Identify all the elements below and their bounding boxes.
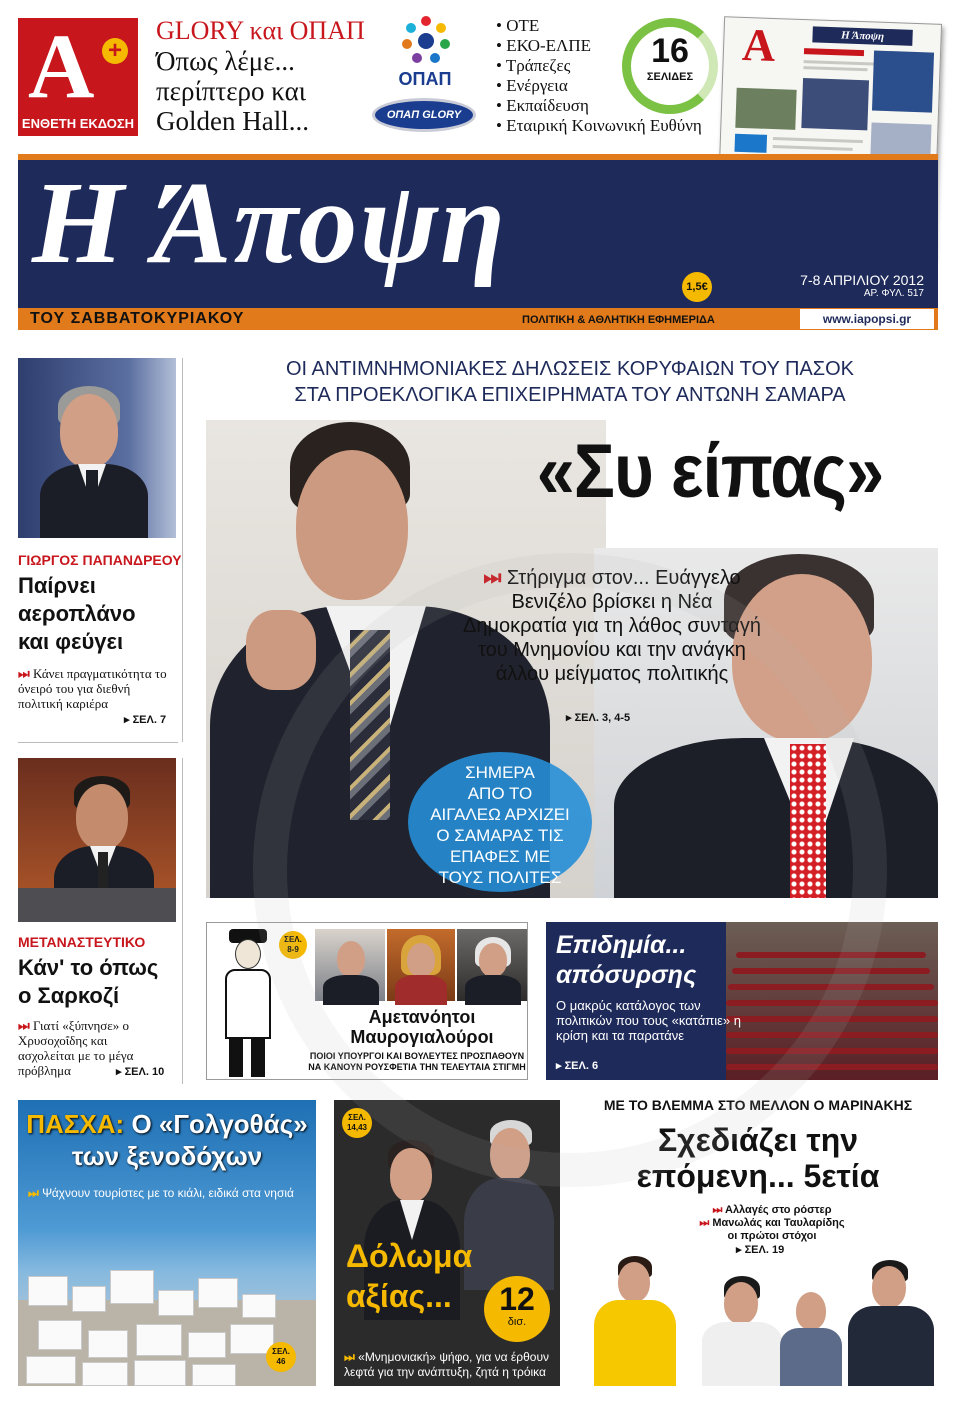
opap-wordmark: ΟΠΑΠ: [398, 69, 452, 89]
headline-line: Δόλωμα: [346, 1238, 473, 1274]
papandreou-photo[interactable]: [18, 358, 176, 538]
topic-item: • Τράπεζες: [496, 56, 736, 76]
price-badge: 1,5€: [682, 272, 712, 302]
page-badge-line: ΣΕΛ.: [348, 1113, 366, 1122]
mini-photo-block: [872, 51, 934, 113]
callout-line: Ο ΣΑΜΑΡΑΣ ΤΙΣ: [436, 826, 564, 845]
callout-line: ΣΗΜΕΡΑ: [465, 763, 535, 782]
story-headline-line: Παίρνει: [18, 573, 96, 598]
island-house: [242, 1294, 276, 1318]
mini-text-block: [804, 48, 864, 56]
marinakis-headline[interactable]: [576, 1122, 940, 1194]
promo-line: Golden Hall...: [156, 106, 309, 136]
politician-photo: [387, 929, 455, 1001]
callout-line: ΕΠΑΦΕΣ ΜΕ: [449, 847, 551, 866]
photo-figure: [490, 1128, 530, 1180]
island-house: [192, 1364, 236, 1386]
story-headline-line: ο Σαρκοζί: [18, 983, 120, 1008]
photo-figure: [702, 1322, 782, 1386]
page-reference-text: ΣΕΛ. 19: [744, 1244, 785, 1256]
main-headline[interactable]: «Συ είπας»: [536, 429, 884, 514]
chrysochoidis-photo[interactable]: [18, 758, 176, 922]
photo-figure: [464, 1178, 554, 1290]
newspaper-title: Η Άποψη: [32, 160, 507, 288]
page-reference-text: ΣΕΛ. 7: [132, 714, 167, 726]
parliament-seat-row: [726, 1000, 938, 1006]
headline-line: επόμενη... 5ετία: [636, 1158, 880, 1194]
chevron-right-icon: ▸: [736, 1244, 745, 1256]
headline-line: αξίας...: [346, 1278, 452, 1314]
parliament-seat-row: [726, 1064, 938, 1070]
forward-arrow-icon: ⏭: [344, 1350, 359, 1364]
forward-arrow-icon: ⏭: [483, 567, 507, 589]
forward-arrow-icon: ⏭: [18, 666, 33, 681]
page-reference[interactable]: [116, 1066, 164, 1079]
mavrogialouroi-story[interactable]: [206, 922, 528, 1080]
photo-figure: [390, 1148, 432, 1202]
bait-value-story[interactable]: [334, 1100, 560, 1386]
main-overline-line: ΣΤΑ ΠΡΟΕΚΛΟΓΙΚΑ ΕΠΙΧΕΙΡΗΜΑΤΑ ΤΟΥ ΑΝΤΩΝΗ ΣΑΜΑΡΑ: [294, 384, 846, 406]
page-reference[interactable]: [566, 712, 630, 725]
podium-block: [18, 888, 176, 922]
summary-line: Μανωλάς και Ταυλαρίδης: [712, 1217, 845, 1229]
headline-text: Ο «Γολγοθάς»: [131, 1109, 308, 1139]
story-headline-line: Κάν' το όπως: [18, 955, 159, 980]
island-house: [28, 1276, 68, 1306]
amount-unit: δισ.: [507, 1316, 527, 1328]
chevron-right-icon: ▸: [116, 1066, 125, 1078]
chevron-right-icon: ▸: [124, 714, 133, 726]
page-badge-line: ΣΕΛ.: [284, 935, 302, 944]
photo-hand: [246, 610, 316, 690]
parliament-seat-row: [736, 952, 926, 958]
headline-line: των ξενοδόχων: [71, 1141, 263, 1171]
mini-text-line: [803, 66, 867, 71]
island-house: [136, 1324, 182, 1356]
cartoon-figure: [215, 929, 279, 1079]
photo-figure: [618, 1262, 650, 1302]
headline-line: Σχεδιάζει την: [657, 1122, 859, 1158]
story-summary-text: Γιατί «ξύπνησε» ο Χρυσοχοΐδης και ασχολείται με το μέγα πρόβλημα: [18, 1018, 134, 1078]
story-headline-line: αεροπλάνο: [18, 601, 136, 626]
politician-figure: [464, 1120, 554, 1290]
mavrogialouroi-headline: [317, 1007, 527, 1047]
dark-jersey: [848, 1306, 934, 1386]
parliament-seat-row: [726, 1048, 938, 1054]
opap-logo: [370, 14, 480, 134]
photo-figure: [225, 969, 271, 1039]
samaras-callout-bubble: [408, 752, 592, 892]
parliament-seat-row: [728, 984, 934, 990]
topic-item: • ΕΚΟ-ΕΛΠΕ: [496, 36, 736, 56]
bait-value-summary: [344, 1350, 556, 1380]
main-deck-text: Στήριγμα στον... Ευάγγελο Βενιζέλο βρίσκει η Νέα Δημοκρατία για τη λάθος συνταγή του Μνημονίου και την ανάγκη άλλου μείγματος πολιτικής: [463, 567, 761, 685]
forward-arrow-icon: ⏭: [699, 1217, 713, 1229]
story-summary-text: Κάνει πραγματικότητα το όνειρό του για διεθνή πολιτική καριέρα: [18, 666, 167, 711]
forward-arrow-icon: ⏭: [28, 1186, 43, 1200]
mini-photo-block: [735, 88, 796, 130]
topic-item: • ΟΤΕ: [496, 16, 736, 36]
parliament-photo: [726, 922, 938, 1080]
photo-figure: [296, 450, 408, 600]
mini-insert-letter: A: [741, 18, 777, 72]
page-badge: [279, 931, 307, 959]
photo-figure: [796, 1292, 826, 1330]
island-house: [82, 1362, 128, 1386]
photo-figure: [465, 975, 521, 1005]
issue-date: 7-8 ΑΠΡΙΛΙΟΥ 2012: [800, 272, 924, 288]
photo-figure: [76, 784, 128, 850]
edition-label: ΤΟΥ ΣΑΒΒΑΤΟΚΥΡΙΑΚΟΥ: [30, 310, 245, 327]
photo-figure: [350, 630, 390, 820]
mini-photo-block: [801, 78, 869, 130]
island-house: [26, 1356, 76, 1384]
island-house: [134, 1360, 186, 1386]
forward-arrow-icon: ⏭: [712, 1204, 725, 1216]
page-reference[interactable]: [124, 714, 166, 727]
headline-highlight: ΠΑΣΧΑ:: [26, 1109, 125, 1139]
marinakis-photo[interactable]: [576, 1256, 940, 1386]
island-house: [158, 1290, 194, 1316]
marinakis-overline: ΜΕ ΤΟ ΒΛΕΜΜΑ ΣΤΟ ΜΕΛΛΟΝ Ο ΜΑΡΙΝΑΚΗΣ: [603, 1097, 913, 1113]
issue-number: ΑΡ. ΦΥΛ. 517: [863, 288, 924, 299]
callout-line: ΤΟΥΣ ΠΟΛΙΤΕΣ: [438, 868, 562, 887]
story-headline-line: και φεύγει: [18, 629, 124, 654]
opap-glory-logo: ΟΠΑΠ GLORY: [372, 98, 476, 132]
paper-type-label: ΠΟΛΙΤΙΚΗ & ΑΘΛΗΤΙΚΗ ΕΦΗΜΕΡΙΔΑ: [522, 314, 715, 326]
photo-figure: [337, 941, 365, 977]
promo-title: GLORY και ΟΠΑΠ: [156, 16, 365, 45]
photo-figure: [872, 1266, 906, 1308]
page-badge-line: 14,43: [346, 1123, 368, 1132]
island-house: [188, 1332, 226, 1358]
promo-line: περίπτερο και: [156, 76, 307, 106]
amount-value: 12: [499, 1281, 535, 1317]
marinakis-figure: [696, 1276, 786, 1386]
photo-figure: [407, 943, 435, 977]
chevron-right-icon: ▸: [566, 712, 575, 724]
mini-masthead: Η Άποψη: [812, 26, 912, 45]
headline-line: απόσυρσης: [556, 961, 697, 989]
topic-item: • Ενέργεια: [496, 76, 736, 96]
column-divider: [182, 758, 183, 1084]
mini-text-line: [773, 145, 853, 151]
parliament-seat-row: [732, 968, 930, 974]
politician-photo: [457, 929, 527, 1001]
insert-badge: [18, 15, 138, 136]
easter-hoteliers-summary: [28, 1186, 316, 1200]
photo-figure: [323, 975, 379, 1005]
callout-line: ΑΠΟ ΤΟ: [467, 784, 533, 803]
photo-figure: [479, 943, 507, 977]
opap-flower-icon: [400, 14, 452, 66]
page-badge-line: ΣΕΛ.: [272, 1347, 290, 1356]
callout-line: ΑΙΓΑΛΕΩ ΑΡΧΙΖΕΙ: [430, 805, 570, 824]
page-badge: [342, 1108, 372, 1138]
topic-item: • Εκπαίδευση: [496, 96, 736, 116]
subhead-line: ΠΟΙΟΙ ΥΠΟΥΡΓΟΙ ΚΑΙ ΒΟΥΛΕΥΤΕΣ ΠΡΟΣΠΑΘΟΥΝ: [309, 1051, 525, 1061]
photo-figure: [395, 975, 447, 1005]
withdrawal-epidemic-summary: Ο μακρύς κατάλογος των πολιτικών που τους «κατάπιε» η κρίση και τα παρατάνε: [556, 998, 741, 1043]
summary-text: Ψάχνουν τουρίστες με το κιάλι, ειδικά στα νησιά: [42, 1186, 294, 1200]
insert-badge-caption: ΕΝΘΕΤΗ ΕΚΔΟΣΗ: [21, 116, 135, 131]
headline-line: Μαυρογιαλούροι: [350, 1027, 494, 1047]
photo-figure: [780, 1328, 842, 1386]
insert-badge-plus: +: [102, 38, 128, 64]
photo-figure: [724, 1282, 758, 1324]
mini-text-line: [773, 137, 863, 143]
coach-figure: [776, 1292, 846, 1386]
withdrawal-epidemic-headline: [556, 930, 696, 990]
story-summary: [18, 666, 176, 711]
page-reference-text: ΣΕΛ. 6: [564, 1060, 599, 1072]
summary-line: οι πρώτοι στόχοι: [727, 1230, 817, 1242]
headline-line: Αμετανόητοι: [368, 1007, 476, 1027]
island-house: [72, 1286, 106, 1312]
chevron-right-icon: ▸: [556, 1060, 565, 1072]
parliament-seat-row: [726, 1032, 938, 1038]
island-house: [198, 1278, 238, 1308]
promo-line: Όπως λέμε...: [156, 46, 295, 76]
page-reference-text: ΣΕΛ. 10: [124, 1066, 165, 1078]
photo-figure: [229, 1037, 243, 1077]
photo-figure: [86, 470, 98, 530]
island-house: [38, 1320, 82, 1350]
topic-item: • Εταιρική Κοινωνική Ευθύνη: [496, 116, 736, 136]
story-headline[interactable]: [18, 572, 136, 656]
easter-hoteliers-story[interactable]: [18, 1100, 316, 1386]
easter-hoteliers-headline: [18, 1108, 316, 1172]
page-badge-line: 8-9: [287, 945, 299, 954]
island-house: [110, 1270, 154, 1304]
page-reference: [556, 1060, 598, 1073]
pages-label: ΣΕΛΙΔΕΣ: [646, 71, 694, 83]
player-figure: [586, 1256, 682, 1386]
headline-line: Επιδημία...: [556, 931, 687, 959]
bait-value-headline: [346, 1236, 472, 1316]
main-overline-line: ΟΙ ΑΝΤΙΜΝΗΜΟΝΙΑΚΕΣ ΔΗΛΩΣΕΙΣ ΚΟΡΥΦΑΙΩΝ ΤΟΥ ΠΑΣΟΚ: [285, 358, 855, 380]
story-kicker: ΓΙΩΡΓΟΣ ΠΑΠΑΝΔΡΕΟΥ: [18, 552, 182, 568]
promo-teaser[interactable]: [156, 16, 396, 136]
page-badge-line: 46: [276, 1357, 286, 1366]
website-link[interactable]: www.iapopsi.gr: [800, 309, 934, 329]
column-divider: [18, 742, 178, 743]
summary-text: «Μνημονιακή» ψήφο, για να έρθουν λεφτά για την ανάπτυξη, ζητά η τρόικα: [344, 1350, 550, 1379]
mavrogialouroi-subhead: [307, 1051, 527, 1073]
main-overline: [200, 356, 940, 408]
story-headline[interactable]: [18, 954, 158, 1010]
marinakis-summary: [672, 1204, 872, 1243]
summary-line: Αλλαγές στο ρόστερ: [725, 1204, 832, 1216]
page-reference-text: ΣΕΛ. 3, 4-5: [574, 712, 631, 724]
photo-figure: [790, 744, 826, 898]
politician-photo: [315, 929, 385, 1001]
page-badge[interactable]: [266, 1342, 296, 1372]
photo-figure: [251, 1037, 265, 1077]
photo-figure: [60, 394, 118, 468]
withdrawal-epidemic-story[interactable]: [546, 922, 938, 1080]
main-deck: [462, 566, 762, 686]
player-figure: [842, 1260, 938, 1386]
pages-count: 16: [651, 32, 689, 70]
photo-figure: [235, 939, 261, 969]
column-divider: [182, 358, 183, 742]
yellow-jersey: [594, 1300, 676, 1386]
mini-logo-block: [734, 134, 767, 153]
forward-arrow-icon: ⏭: [18, 1018, 33, 1033]
insert-badge-letter: A: [28, 15, 95, 117]
mini-text-line: [804, 60, 874, 65]
subhead-line: ΝΑ ΚΑΝΟΥΝ ΡΟΥΣΦΕΤΙΑ ΤΗΝ ΤΕΛΕΥΤΑΙΑ ΣΤΙΓΜΗ: [308, 1062, 526, 1072]
story-kicker: ΜΕΤΑΝΑΣΤΕΥΤΙΚΟ: [18, 934, 146, 950]
parliament-seat-row: [726, 1016, 938, 1022]
island-house: [88, 1330, 128, 1358]
pages-count-badge: [622, 18, 718, 114]
amount-badge: [484, 1276, 550, 1342]
